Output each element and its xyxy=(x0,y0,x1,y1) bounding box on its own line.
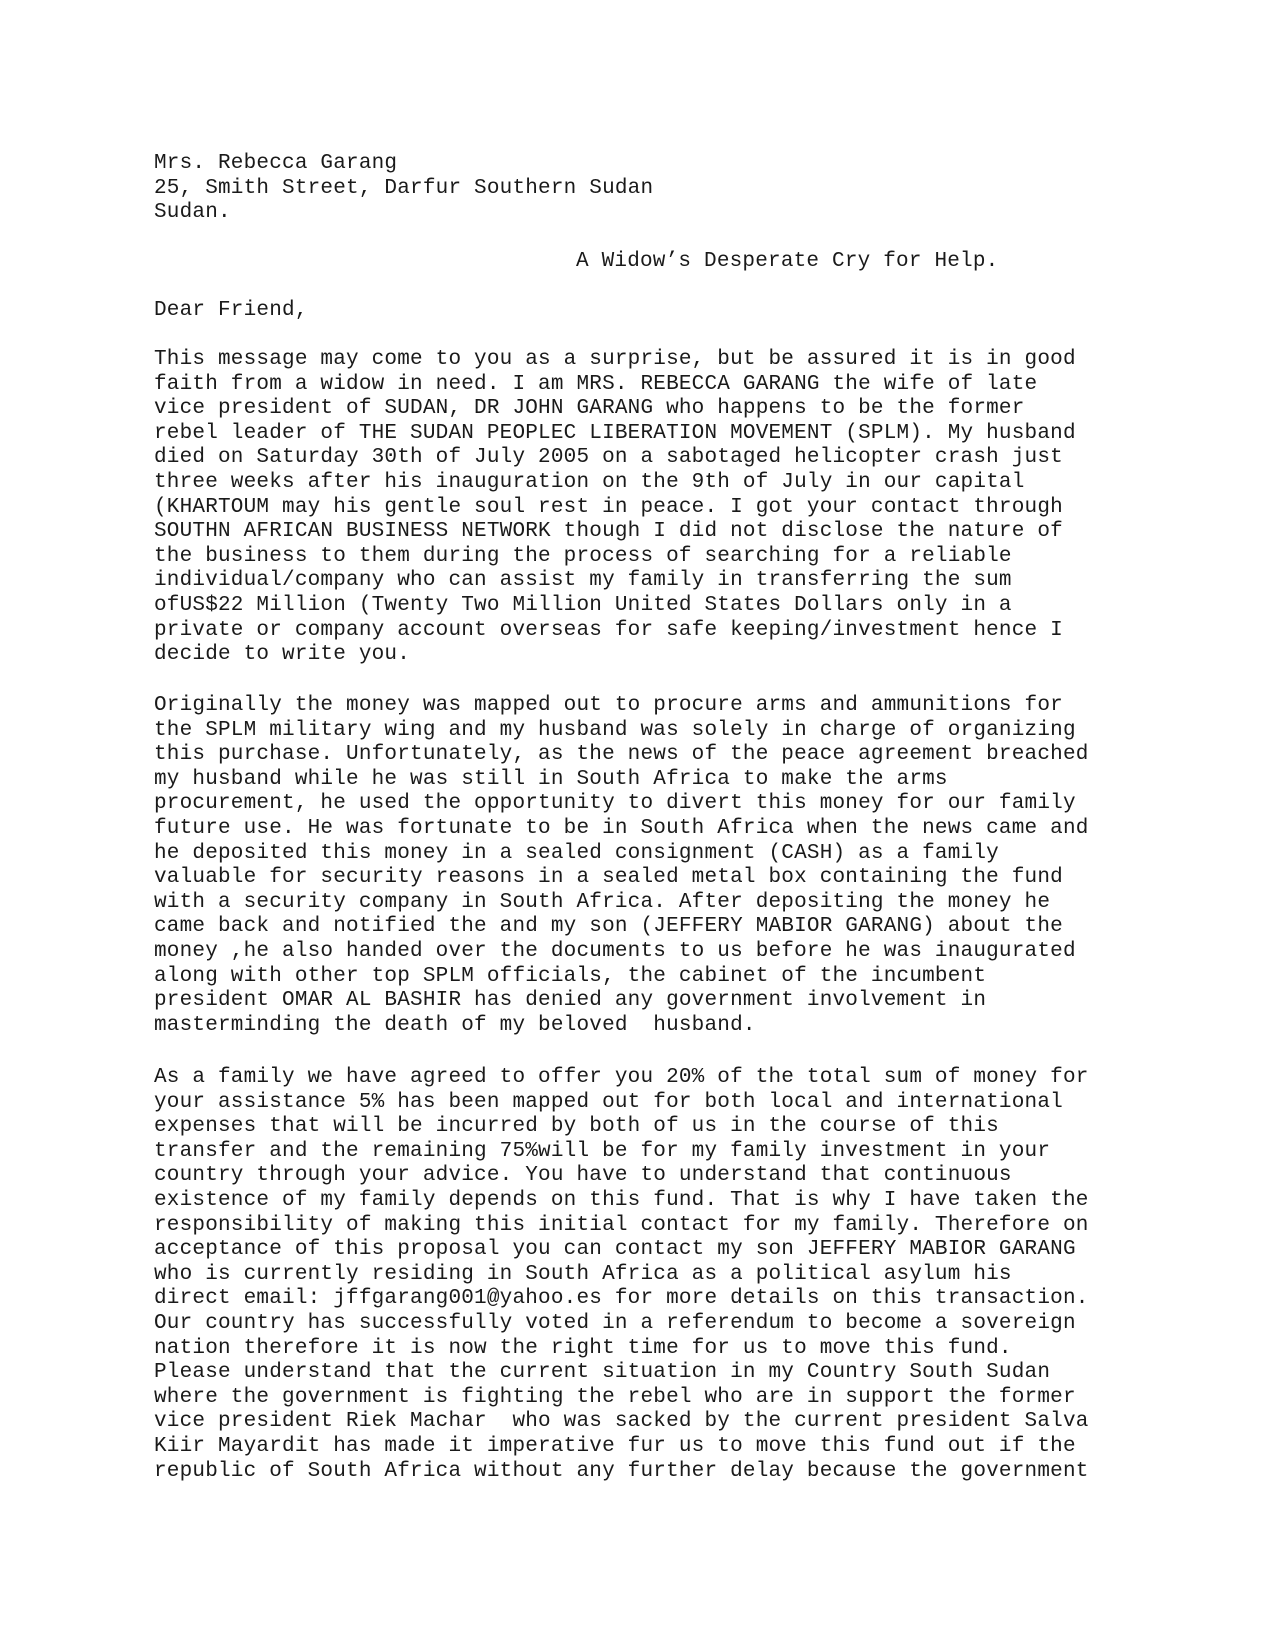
paragraph-line: along with other top SPLM officials, the cabinet of the incumbent xyxy=(154,964,987,988)
paragraph-line: Originally the money was mapped out to procure arms and ammunitions for xyxy=(154,694,1063,717)
paragraph-line: faith from a widow in need. I am MRS. REBECCA GARANG the wife of late xyxy=(154,372,1038,396)
paragraph-line: transfer and the remaining 75%will be for my family investment in your xyxy=(154,1139,1051,1163)
paragraph-line: nation therefore it is now the right time for us to move this fund. xyxy=(154,1336,1012,1360)
paragraph-line: This message may come to you as a surprise, but be assured it is in good xyxy=(154,348,1076,371)
paragraph-line: decide to write you. xyxy=(154,643,411,667)
paragraph-line: died on Saturday 30th of July 2005 on a sabotaged helicopter crash just xyxy=(154,446,1063,470)
paragraph-line: expenses that will be incurred by both of us in the course of this xyxy=(154,1115,999,1139)
paragraph-line: vice president of SUDAN, DR JOHN GARANG who happens to be the former xyxy=(154,397,1025,421)
paragraph-line: masterminding the death of my beloved husband. xyxy=(154,1013,756,1037)
paragraph-line: who is currently residing in South Africa as a political asylum his xyxy=(154,1262,1012,1286)
paragraph-line: where the government is fighting the rebel who are in support the former xyxy=(154,1385,1076,1409)
sender-country: Sudan. xyxy=(154,201,231,225)
paragraph-line: procurement, he used the opportunity to divert this money for our family xyxy=(154,792,1076,816)
salutation-block xyxy=(154,299,1154,324)
paragraph-2 xyxy=(154,694,1154,1038)
paragraph-line: (KHARTOUM may his gentle soul rest in peace. I got your contact through xyxy=(154,495,1063,519)
sender-street: 25, Smith Street, Darfur Southern Sudan xyxy=(154,176,654,200)
sender-address xyxy=(154,152,1154,226)
letter-subject: A Widow’s Desperate Cry for Help. xyxy=(576,250,999,273)
paragraph-line: SOUTHN AFRICAN BUSINESS NETWORK though I did not disclose the nature of xyxy=(154,520,1063,544)
paragraph-line: money ,he also handed over the documents to us before he was inaugurated xyxy=(154,939,1076,963)
paragraph-line: my husband while he was still in South Africa to make the arms xyxy=(154,767,948,791)
paragraph-line: Our country has successfully voted in a referendum to become a sovereign xyxy=(154,1311,1076,1335)
paragraph-line: ofUS$22 Million (Twenty Two Million United States Dollars only in a xyxy=(154,593,1012,617)
paragraph-line: acceptance of this proposal you can contact my son JEFFERY MABIOR GARANG xyxy=(154,1238,1076,1262)
paragraph-line: this purchase. Unfortunately, as the news of the peace agreement breached xyxy=(154,743,1089,767)
paragraph-line: private or company account overseas for safe keeping/investment hence I xyxy=(154,618,1063,642)
paragraph-line: your assistance 5% has been mapped out for both local and international xyxy=(154,1090,1063,1114)
paragraph-line: the SPLM military wing and my husband was solely in charge of organizing xyxy=(154,718,1076,742)
paragraph-line: the business to them during the process of searching for a reliable xyxy=(154,544,1012,568)
paragraph-line: Kiir Mayardit has made it imperative fur us to move this fund out if the xyxy=(154,1434,1076,1458)
paragraph-line: country through your advice. You have to understand that continuous xyxy=(154,1164,1012,1188)
paragraph-line: rebel leader of THE SUDAN PEOPLEC LIBERATION MOVEMENT (SPLM). My husband xyxy=(154,421,1076,445)
sender-name: Mrs. Rebecca Garang xyxy=(154,152,398,175)
paragraph-1 xyxy=(154,348,1154,668)
paragraph-line: responsibility of making this initial contact for my family. Therefore on xyxy=(154,1213,1089,1237)
paragraph-line: came back and notified the and my son (JEFFERY MABIOR GARANG) about the xyxy=(154,915,1063,939)
paragraph-line: president OMAR AL BASHIR has denied any government involvement in xyxy=(154,989,987,1013)
paragraph-line: republic of South Africa without any further delay because the government xyxy=(154,1459,1089,1483)
paragraph-line: vice president Riek Machar who was sacked by the current president Salva xyxy=(154,1410,1089,1434)
paragraph-line: valuable for security reasons in a sealed metal box containing the fund xyxy=(154,866,1063,890)
paragraph-line: individual/company who can assist my family in transferring the sum xyxy=(154,569,1012,593)
paragraph-line: with a security company in South Africa. After depositing the money he xyxy=(154,890,1051,914)
paragraph-line: Please understand that the current situation in my Country South Sudan xyxy=(154,1361,1051,1385)
paragraph-line: future use. He was fortunate to be in South Africa when the news came and xyxy=(154,816,1089,840)
paragraph-line: As a family we have agreed to offer you 20% of the total sum of money for xyxy=(154,1066,1089,1089)
salutation: Dear Friend, xyxy=(154,299,308,322)
paragraph-line: existence of my family depends on this fund. That is why I have taken the xyxy=(154,1188,1089,1212)
paragraph-3 xyxy=(154,1066,1154,1484)
paragraph-line: three weeks after his inauguration on the 9th of July in our capital xyxy=(154,470,1025,494)
paragraph-line: he deposited this money in a sealed consignment (CASH) as a family xyxy=(154,841,999,865)
paragraph-line: direct email: jffgarang001@yahoo.es for more details on this transaction. xyxy=(154,1287,1089,1311)
